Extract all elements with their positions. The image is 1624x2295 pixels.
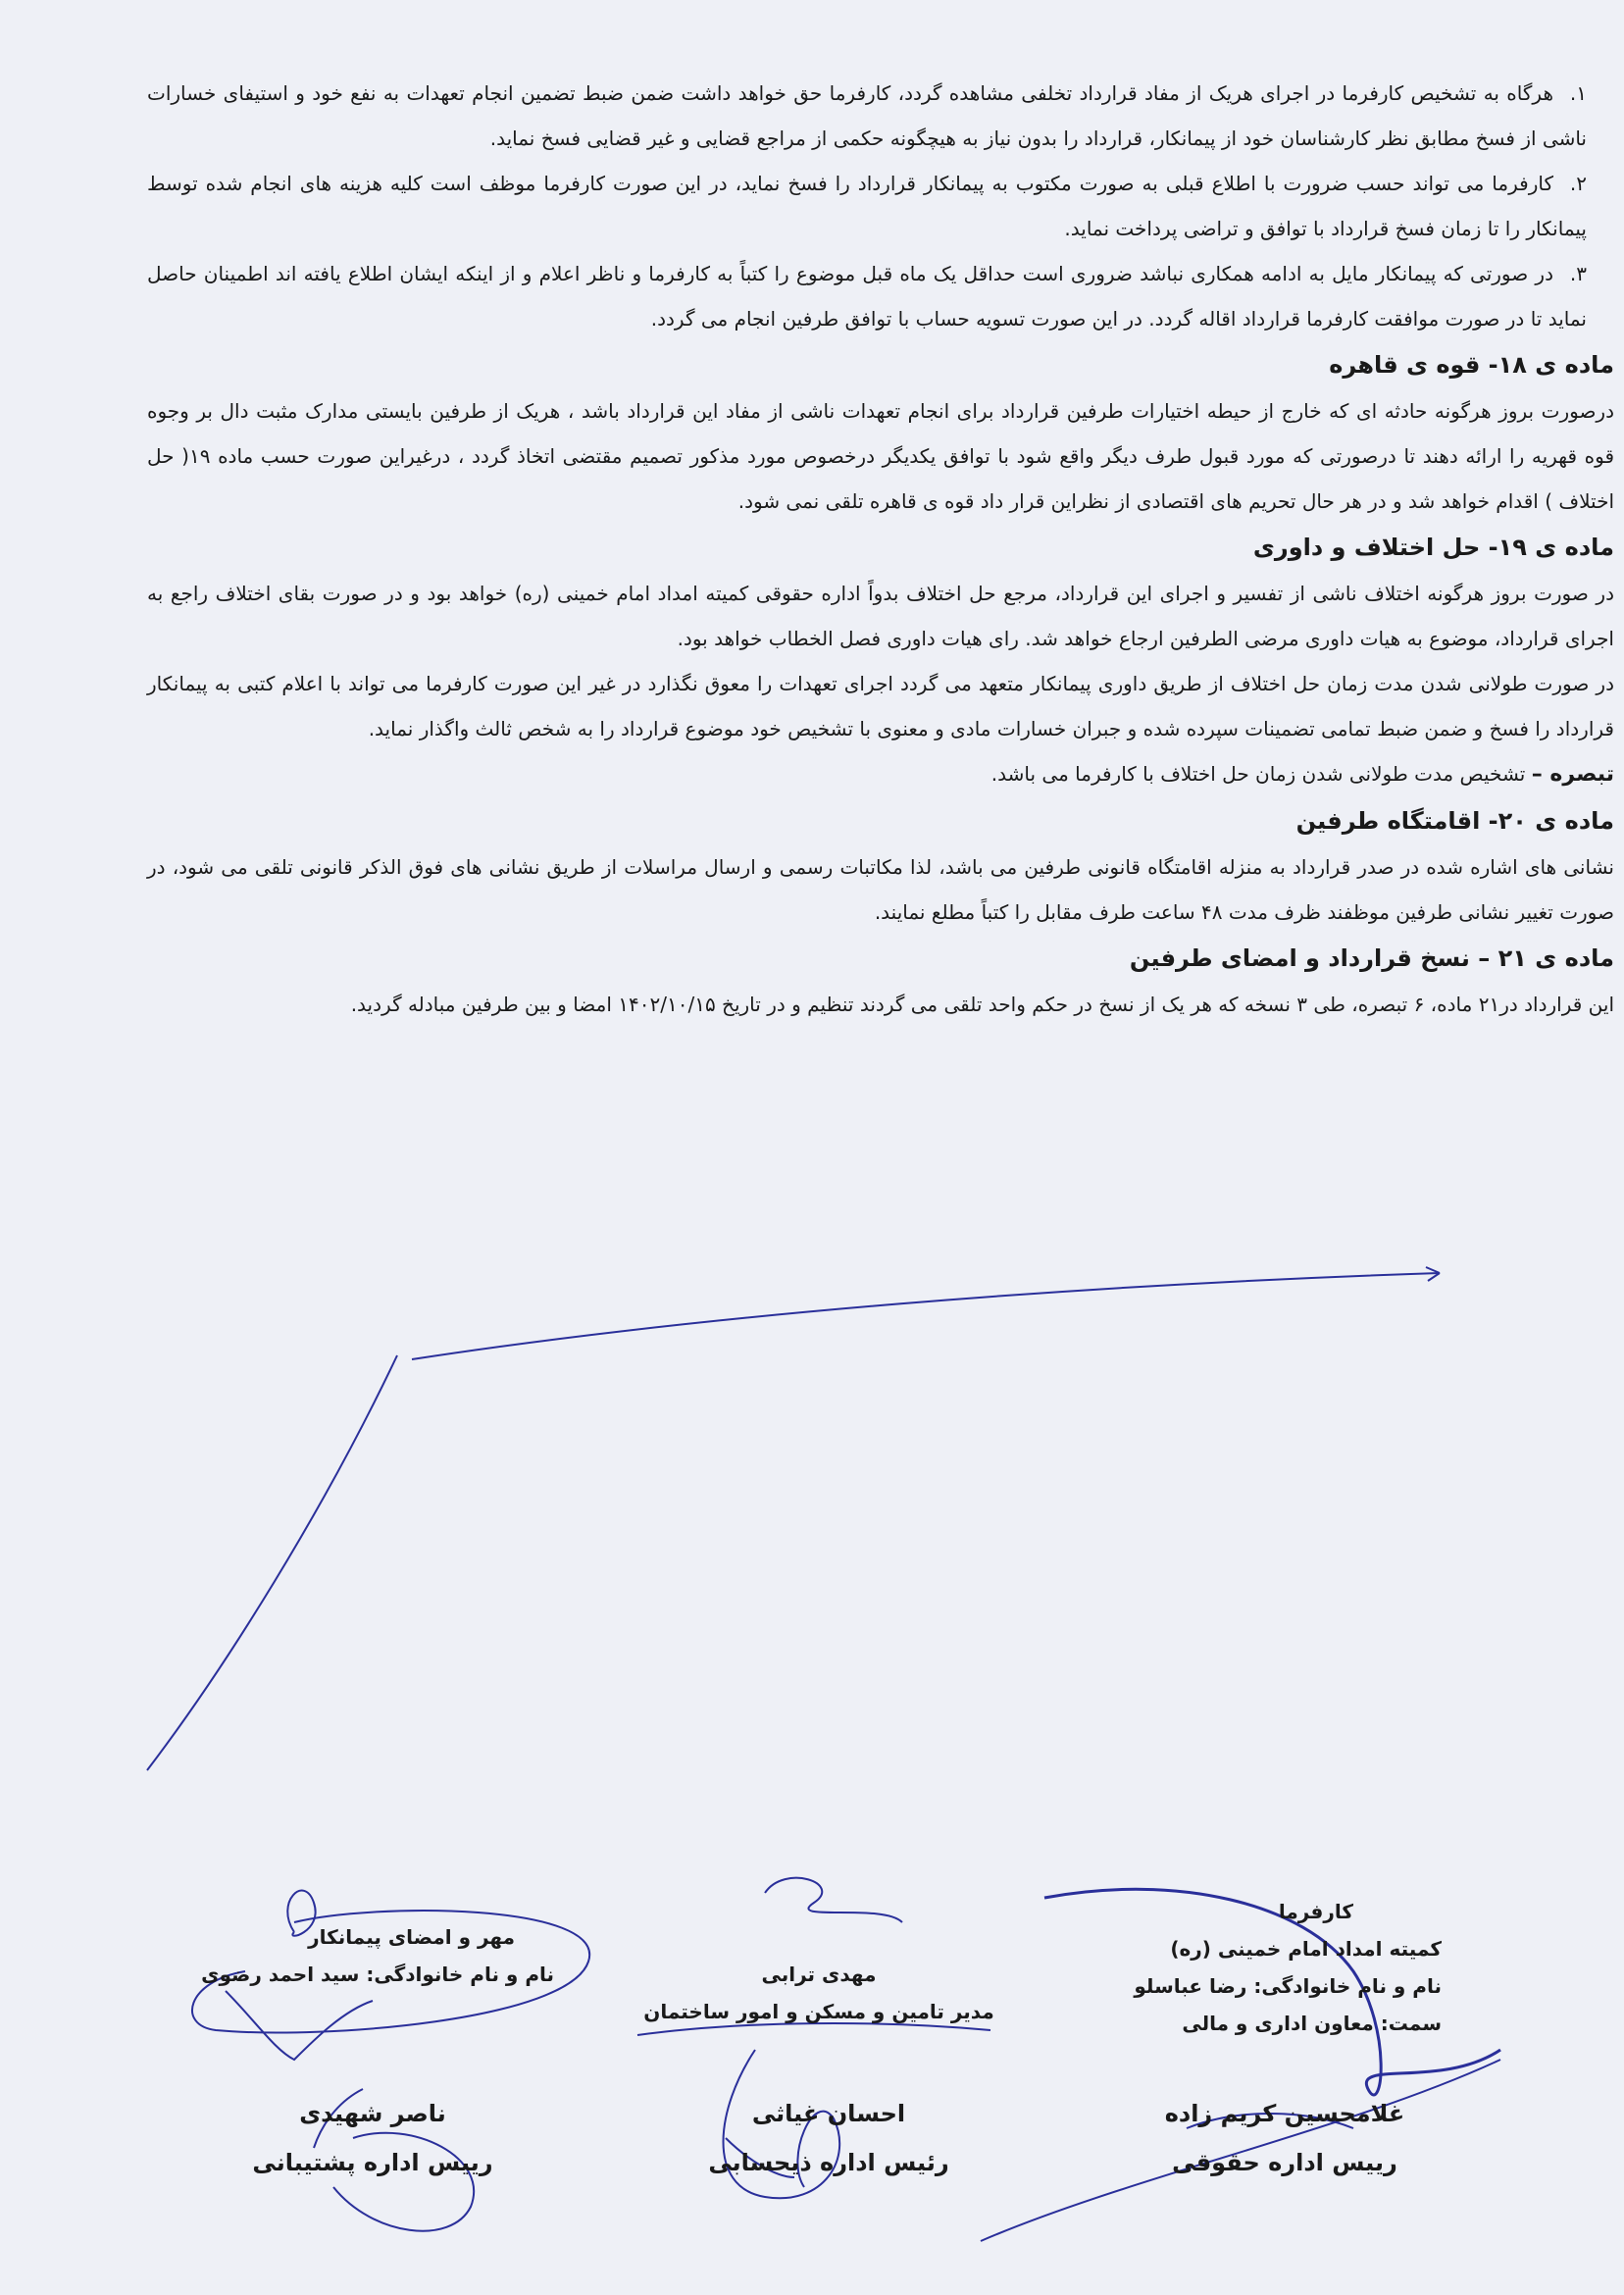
clause-number: ۲.	[1569, 172, 1587, 195]
support-name: ناصر شهیدی	[299, 2100, 446, 2127]
article-20-heading: ماده ی ۲۰- اقامتگاه طرفین	[1295, 807, 1614, 835]
signature-section	[0, 1863, 1624, 2295]
clause-1	[147, 71, 1614, 161]
legal-position: رییس اداره حقوقی	[1172, 2149, 1397, 2176]
contractor-title: مهر و امضای پیمانکار	[308, 1925, 515, 1949]
clause-3	[147, 251, 1614, 341]
accounting-position: رئیس اداره ذیحسابی	[708, 2149, 949, 2176]
clause-text: در صورتی که پیمانکار مایل به ادامه همکاری نباشد ضروری است حداقل یک ماه قبل موضوع را کتباً به کارفرما و ناظر اعلام و از اینکه ایشان اطلاع یافته اند اطمینان حاصل نماید تا در صورت موافقت کارفرما قرارداد اقاله گردد. در این صورت تسویه حساب با توافق طرفین انجام می گردد.	[147, 262, 1587, 331]
clause-text: هرگاه به تشخیص کارفرما در اجرای هریک از مفاد قرارداد تخلفی مشاهده گردد، کارفرما حق خواهد داشت ضمن ضبط تضمین انجام تعهدات به نفع خود و استیفای خسارات ناشی از فسخ مطابق نظر کارشناسان خود از پیمانکار، قرارداد را بدون نیاز به هیچگونه حکمی از مراجع قضایی و غیر قضایی فسخ نماید.	[147, 81, 1587, 150]
clause-text: کارفرما می تواند حسب ضرورت با اطلاع قبلی به صورت مکتوب به پیمانکار قرارداد را فسخ نماید، در این صورت کارفرما موظف است کلیه هزینه های انجام شده توسط پیمانکار را تا زمان فسخ قرارداد با توافق و تراضی پرداخت نماید.	[147, 172, 1587, 240]
legal-name: غلامحسین کریم زاده	[1164, 2100, 1405, 2127]
employer-signature-block	[1134, 1893, 1442, 2042]
support-position: رییس اداره پشتیبانی	[252, 2149, 493, 2176]
employer-position: سمت: معاون اداری و مالی	[1182, 2012, 1442, 2035]
note-text: تشخیص مدت طولانی شدن زمان حل اختلاف با کارفرما می باشد.	[990, 762, 1526, 786]
employer-org: کمیته امداد امام خمینی (ره)	[1170, 1937, 1442, 1961]
note-label: تبصره –	[1531, 762, 1614, 787]
accounting-signature-block	[701, 2089, 956, 2187]
legal-signature-block	[1128, 2089, 1442, 2187]
clause-number: ۳.	[1569, 262, 1587, 285]
clause-2	[147, 161, 1614, 251]
article-19-text-2: در صورت طولانی شدن مدت زمان حل اختلاف از طریق داوری پیمانکار متعهد می گردد اجرای تعهدات را معوق نگذارد در غیر این صورت کارفرما می تواند با اعلام کتبی به پیمانکار قرارداد را فسخ و ضمن ضبط تمامی تضمینات سپرده شده و جبران خسارات مادی و معنوی با تشخیص خود موضوع قرارداد را به شخص ثالث واگذار نماید.	[147, 672, 1614, 740]
contractor-signature-block	[201, 1918, 554, 1993]
employer-name: نام و نام خانوادگی: رضا عباسلو	[1134, 1974, 1442, 1998]
accounting-name: احسان غیاثی	[751, 2100, 906, 2127]
employer-title: کارفرما	[1278, 1900, 1353, 1923]
support-signature-block	[250, 2089, 495, 2187]
article-18-heading: ماده ی ۱۸- قوه ی قاهره	[1329, 351, 1614, 379]
middle-name: مهدی ترابی	[761, 1963, 877, 1986]
clause-number: ۱.	[1569, 81, 1587, 105]
article-19-note	[147, 751, 1614, 797]
article-18-text: درصورت بروز هرگونه حادثه ای که خارج از حیطه اختیارات طرفین قرارداد برای انجام تعهدات ناشی از مفاد این قرارداد باشد ، هریک از طرفین بایستی مدارک مثبت دال بر وجوه قوه قهریه را ارائه دهند تا درصورتی که مورد قبول طرف دیگر واقع شود با توافق یکدیگر درخصوص مورد مذکور تصمیم مقتضی اتخاذ گردد ، درغیراین صورت حسب ماده ۱۹( حل اختلاف ) اقدام خواهد شد و در هر حال تحریم های اقتصادی از نظراین قرار داد قوه ی قاهره تلقی نمی شود.	[147, 399, 1615, 513]
article-19-heading: ماده ی ۱۹- حل اختلاف و داوری	[1252, 534, 1614, 561]
article-20-text: نشانی های اشاره شده در صدر قرارداد به منزله اقامتگاه قانونی طرفین می باشد، لذا مکاتبات رسمی و ارسال مراسلات از طریق نشانی های فوق الذکر قانونی تلقی می شود، در صورت تغییر نشانی طرفین موظفند ظرف مدت ۴۸ ساعت طرف مقابل را کتباً مطلع نمایند.	[147, 855, 1614, 924]
article-21-heading: ماده ی ۲۱ – نسخ قرارداد و امضای طرفین	[1129, 944, 1614, 972]
article-19-text-1: در صورت بروز هرگونه اختلاف ناشی از تفسیر و اجرای این قرارداد، مرجع حل اختلاف بدواً اداره حقوقی کمیته امداد امام خمینی (ره) خواهد بود و در صورت بقای اختلاف راجع به اجرای قرارداد، موضوع به هیات داوری مرضی الطرفین ارجاع خواهد شد. رای هیات داوری فصل الخطاب خواهد بود.	[147, 582, 1614, 650]
middle-signature-block	[642, 1956, 995, 2030]
article-21-text: این قرارداد در۲۱ ماده، ۶ تبصره، طی ۳ نسخه که هر یک از نسخ در حکم واحد تلقی می گردند تنظیم و در تاریخ ۱۴۰۲/۱۰/۱۵ امضا و بین طرفین مبادله گردید.	[350, 993, 1614, 1016]
contract-text	[147, 71, 1614, 1027]
contractor-name: نام و نام خانوادگی: سید احمد رضوی	[201, 1963, 554, 1986]
middle-position: مدیر تامین و مسکن و امور ساختمان	[643, 2000, 994, 2023]
